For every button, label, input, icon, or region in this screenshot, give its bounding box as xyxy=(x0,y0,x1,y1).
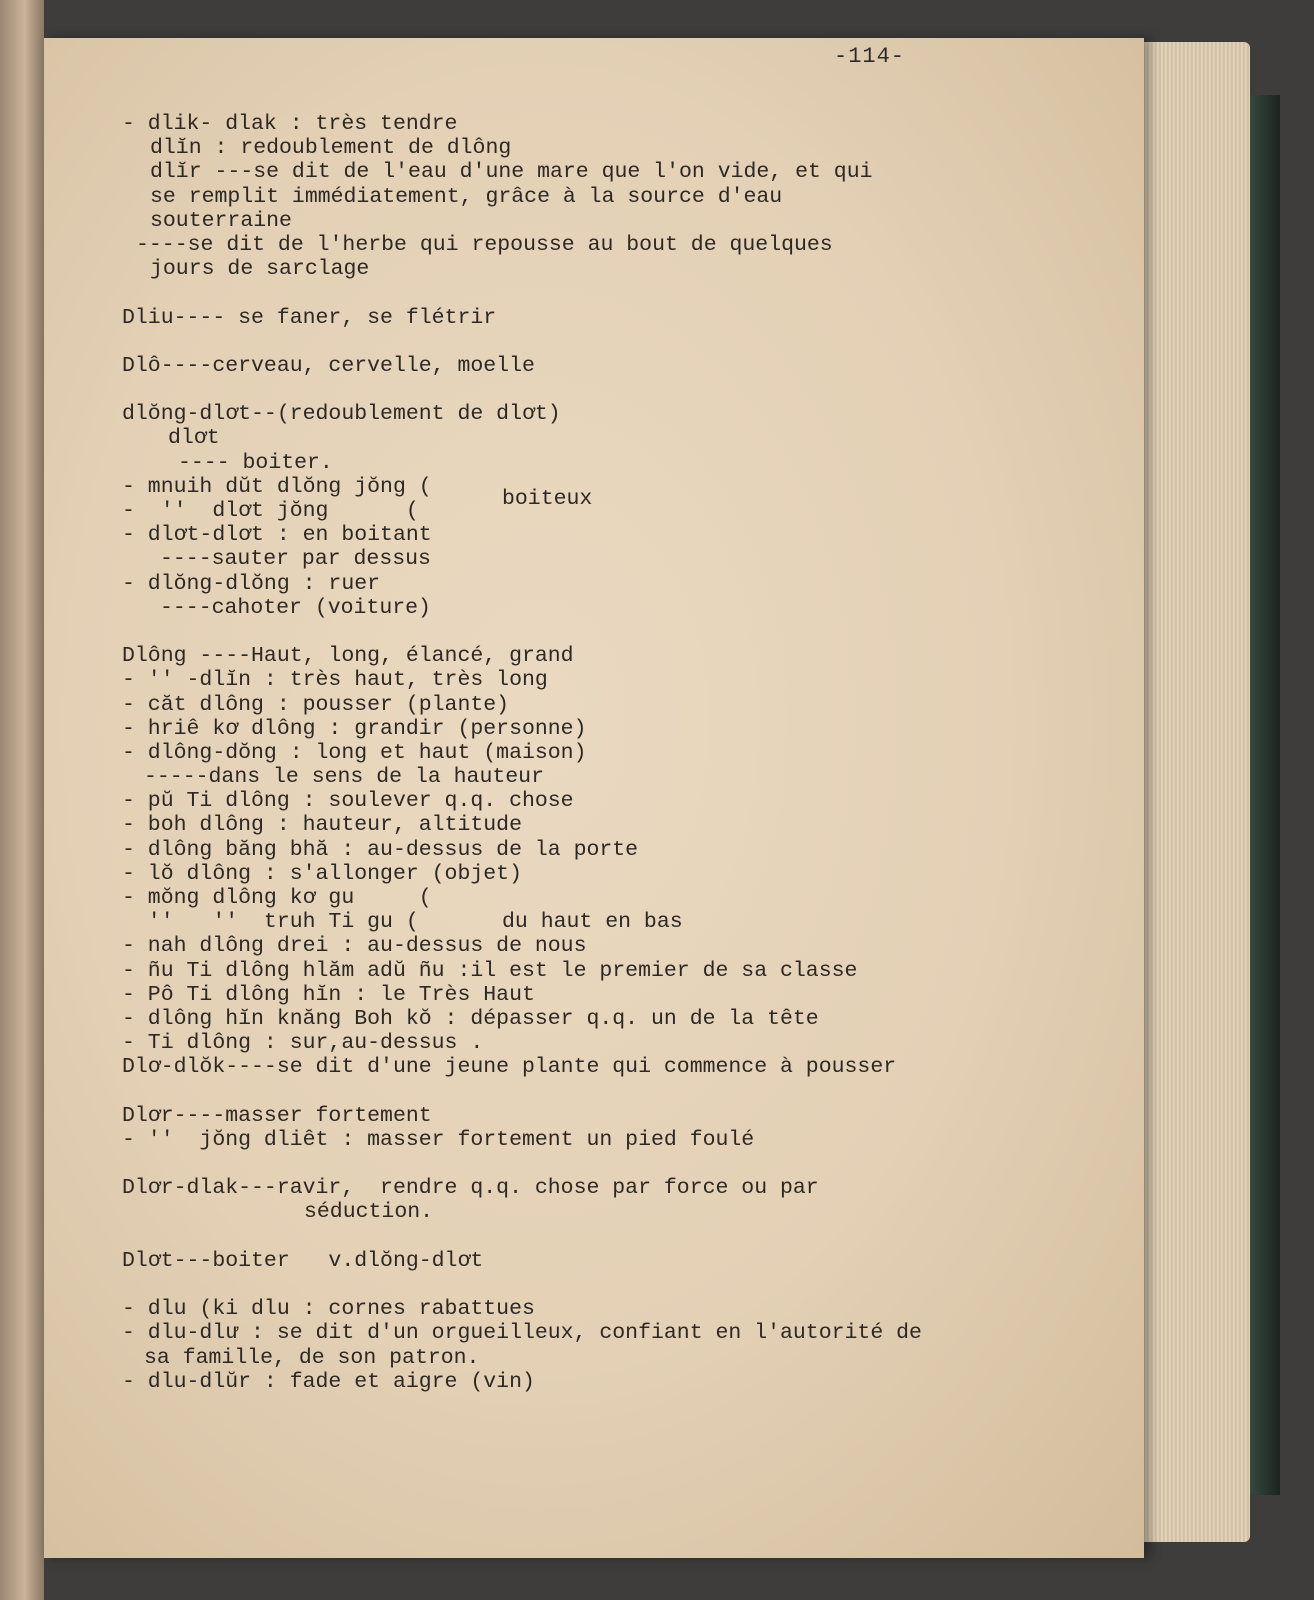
dictionary-entries xyxy=(122,112,1122,1394)
entry-line: - nah dlông drei : au-dessus de nous xyxy=(122,934,587,959)
entry-headword: dlŏng-dlơt--(redoublement de dlơt) xyxy=(122,402,561,427)
entry-line: - Pô Ti dlông hĭn : le Très Haut xyxy=(122,982,535,1007)
entry-line: ----se dit de l'herbe qui repousse au bout de quelques xyxy=(136,232,833,257)
entry-line: sa famille, de son patron. xyxy=(144,1345,480,1370)
entry-line: '' '' truh Ti gu ( xyxy=(122,910,419,935)
entry-line: - Ti dlông : sur,au-dessus . xyxy=(122,1031,484,1056)
entry-line: ---- boiter. xyxy=(178,450,333,475)
entry-line: - dlông băng bhă : au-dessus de la porte xyxy=(122,837,639,862)
entry-headword: Dlơ-dlŏk----se dit d'une jeune plante qui commence à pousser xyxy=(122,1055,897,1080)
entry-line: séduction. xyxy=(304,1200,434,1225)
entry-line: - mnuih dŭt dlŏng jŏng ( xyxy=(122,474,432,499)
entry-line: -----dans le sens de la hauteur xyxy=(144,765,544,790)
entry-line: ----sauter par dessus xyxy=(160,547,431,572)
page-stack-edge xyxy=(1138,42,1250,1542)
entry-line: - dlu-dlŭr : fade et aigre (vin) xyxy=(122,1369,535,1394)
entry-line: se remplit immédiatement, grâce à la source d'eau xyxy=(150,184,783,209)
entry-line: souterraine xyxy=(150,208,292,233)
entry-line: - ñu Ti dlông hlăm adŭ ñu :il est le premier de sa classe xyxy=(122,958,858,983)
entry-line: - dlŏng-dlŏng : ruer xyxy=(122,571,381,596)
previous-page-edge xyxy=(0,0,44,1600)
entry-line: - hriê kơ dlông : grandir (personne) xyxy=(122,716,587,741)
book-page xyxy=(44,38,1144,1558)
entry-headword: Dlơt---boiter v.dlŏng-dlơt xyxy=(122,1248,484,1273)
entry-line: - dlơt-dlơt : en boitant xyxy=(122,523,432,548)
page-number: -114- xyxy=(834,44,906,69)
entry-line: - lŏ dlông : s'allonger (objet) xyxy=(122,861,522,886)
entry-line: - '' jŏng dliêt : masser fortement un pied foulé xyxy=(122,1127,755,1152)
bracket-gloss: boiteux xyxy=(502,487,593,511)
entry-headword: Dlông ----Haut, long, élancé, grand xyxy=(122,644,574,669)
entry-line: ----cahoter (voiture) xyxy=(160,595,431,620)
entry-line: - boh dlông : hauteur, altitude xyxy=(122,813,522,838)
entry-line: - dlông hĭn knăng Boh kŏ : dépasser q.q. un de la tête xyxy=(122,1006,819,1031)
entry-headword: Dlơr-dlak---ravir, rendre q.q. chose par force ou par xyxy=(122,1176,819,1201)
entry-headword: Dlô----cerveau, cervelle, moelle xyxy=(122,353,535,378)
entry-line: dlĭn : redoublement de dlông xyxy=(150,136,512,161)
entry-line: - dlik- dlak : très tendre xyxy=(122,112,458,136)
entry-line: - '' dlơt jŏng ( xyxy=(122,499,419,523)
entry-line: - dlông-dŏng : long et haut (maison) xyxy=(122,740,587,765)
entry-line: - dlu-dlư : se dit d'un orgueilleux, confiant en l'autorité de xyxy=(122,1321,922,1346)
entry-line: - '' -dlĭn : très haut, très long xyxy=(122,668,548,693)
entry-line: dlĭr ---se dit de l'eau d'une mare que l'on vide, et qui xyxy=(150,160,873,185)
entry-line: dlơt xyxy=(168,426,220,451)
entry-line: - dlu (ki dlu : cornes rabattues xyxy=(122,1297,535,1322)
entry-line: jours de sarclage xyxy=(150,257,370,282)
entry-line: - căt dlông : pousser (plante) xyxy=(122,692,510,717)
entry-headword: Dliu---- se faner, se flétrir xyxy=(122,305,497,330)
bracket-gloss: du haut en bas xyxy=(502,910,683,935)
entry-line: - pŭ Ti dlông : soulever q.q. chose xyxy=(122,789,574,814)
entry-line: - mŏng dlông kơ gu ( xyxy=(122,886,432,910)
entry-headword: Dlơr----masser fortement xyxy=(122,1103,432,1128)
